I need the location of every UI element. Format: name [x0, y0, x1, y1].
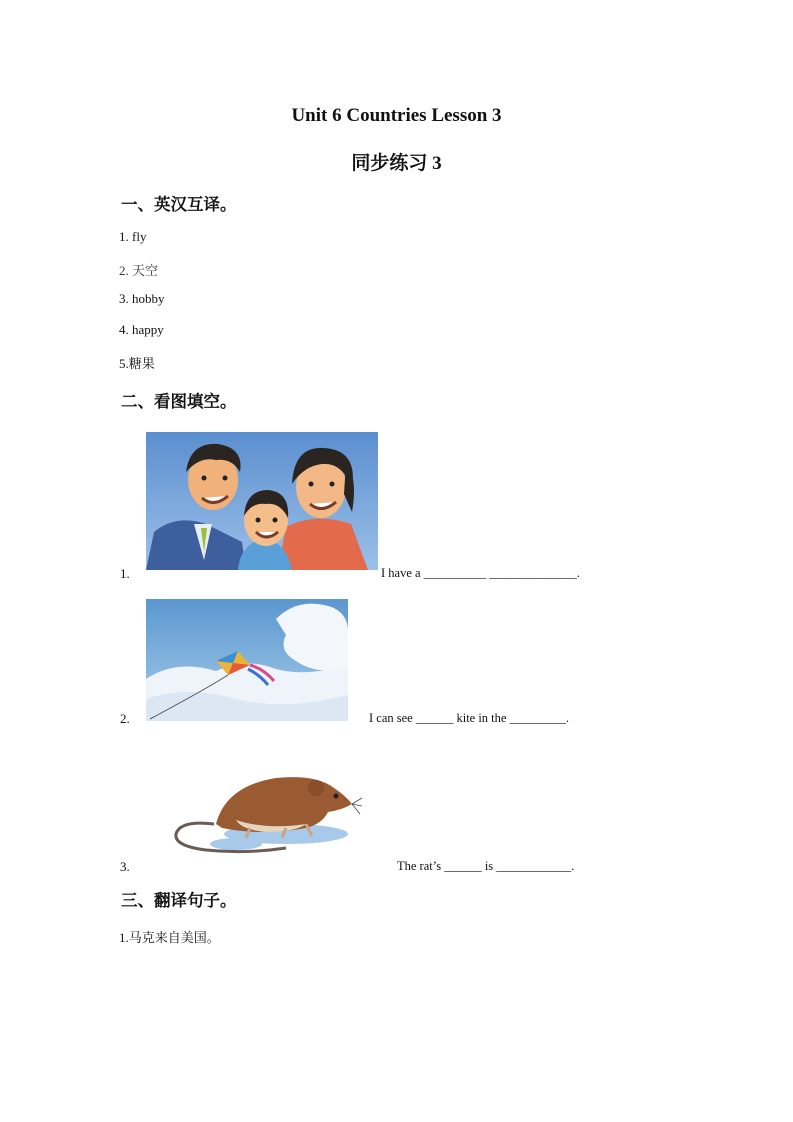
question-number: 2. [120, 711, 130, 726]
page-title: Unit 6 Countries Lesson 3 [291, 105, 502, 126]
section-1-heading: 一、英汉互译。 [121, 195, 237, 214]
translation-item: 1.马克来自美国。 [119, 930, 220, 945]
kite-in-sky-illustration [146, 599, 348, 721]
section-2-heading: 二、看图填空。 [121, 392, 237, 411]
rat-illustration [166, 764, 362, 856]
fill-in-sentence: I have a __________ ______________. [381, 566, 580, 580]
family-illustration [146, 432, 378, 570]
vocab-item: 4. happy [119, 322, 164, 337]
page-subtitle: 同步练习 3 [351, 153, 442, 174]
section-3-heading: 三、翻译句子。 [121, 891, 237, 910]
vocab-item: 1. fly [119, 229, 147, 244]
fill-in-sentence: The rat’s ______ is ____________. [397, 859, 575, 873]
vocab-item: 2. 天空 [119, 263, 159, 278]
vocab-item: 3. hobby [119, 291, 165, 306]
question-number: 3. [120, 859, 130, 874]
vocab-item: 5.糖果 [119, 356, 155, 371]
fill-in-sentence: I can see ______ kite in the _________. [369, 711, 569, 725]
question-number: 1. [120, 566, 130, 581]
